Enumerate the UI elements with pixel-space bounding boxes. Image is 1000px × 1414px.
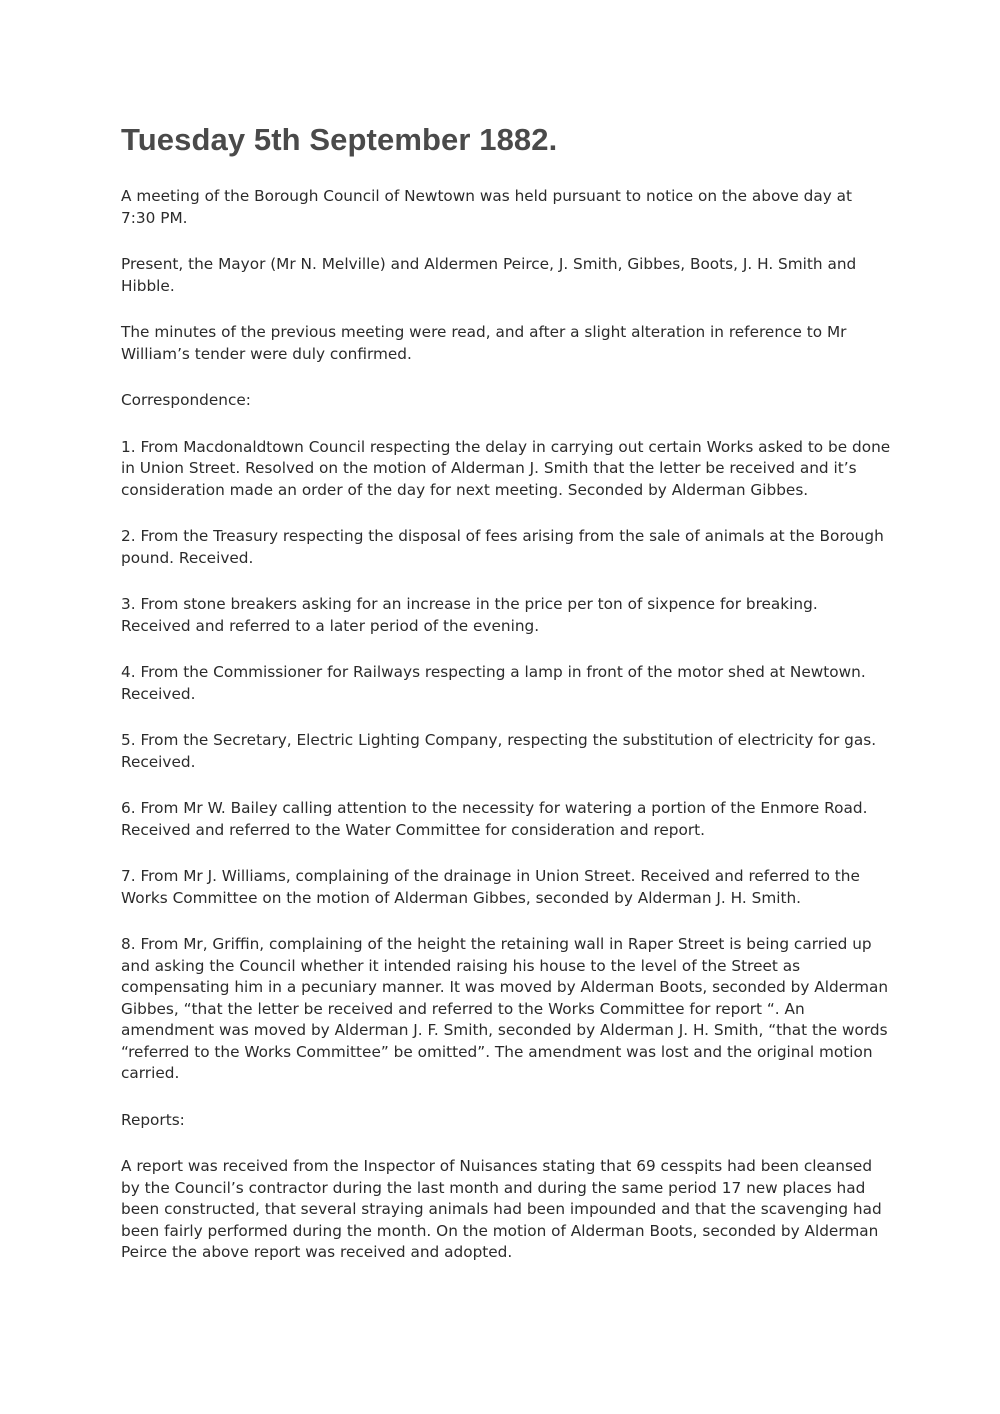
correspondence-item-1: 1. From Macdonaldtown Council respecting the delay in carrying out certain Works asked to be done in Union Street. Resolved on the motion of Alderman J. Smith that the letter be received and it’s consideration made an order of the day for next meeting. Seconded by Alderman Gibbes. [121,437,891,499]
correspondence-item-3: 3. From stone breakers asking for an increase in the price per ton of sixpence for breaking. Received and referred to a later period of the evening. [121,595,818,635]
page-title: Tuesday 5th September 1882. [121,122,558,157]
section-heading-reports: Reports: [121,1110,185,1129]
document-page [121,120,891,1289]
paragraph-present: Present, the Mayor (Mr N. Melville) and Aldermen Peirce, J. Smith, Gibbes, Boots, J. H. Smith and Hibble. [121,255,857,295]
correspondence-item-8: 8. From Mr, Griffin, complaining of the height the retaining wall in Raper Street is being carried up and asking the Council whether it intended raising his house to the level of the Street as compensating him in a pecuniary manner. It was moved by Alderman Boots, seconded by Alderman Gibbes, “that the letter be received and referred to the Works Committee for report “. An amendment was moved by Alderman J. F. Smith, seconded by Alderman J. H. Smith, “that the words “referred to the Works Committee” be omitted”. The amendment was lost and the original motion carried. [121,935,889,1082]
correspondence-item-5: 5. From the Secretary, Electric Lighting Company, respecting the substitution of electricity for gas. Received. [121,731,877,771]
correspondence-item-6: 6. From Mr W. Bailey calling attention to the necessity for watering a portion of the Enmore Road. Received and referred to the Water Committee for consideration and report. [121,799,868,839]
correspondence-item-4: 4. From the Commissioner for Railways respecting a lamp in front of the motor shed at Newtown. Received. [121,663,866,703]
paragraph-meeting-notice: A meeting of the Borough Council of Newtown was held pursuant to notice on the above day at 7:30 PM. [121,187,853,227]
report-inspector-of-nuisances: A report was received from the Inspector of Nuisances stating that 69 cesspits had been cleansed by the Council’s contractor during the last month and during the same period 17 new places had been constructed, that several straying animals had been impounded and that the scavenging had been fairly performed during the month. On the motion of Alderman Boots, seconded by Alderman Peirce the above report was received and adopted. [121,1157,882,1261]
section-heading-correspondence: Correspondence: [121,391,251,409]
correspondence-item-7: 7. From Mr J. Williams, complaining of the drainage in Union Street. Received and referred to the Works Committee on the motion of Alderman Gibbes, seconded by Alderman J. H. Smith. [121,867,860,907]
correspondence-item-2: 2. From the Treasury respecting the disposal of fees arising from the sale of animals at the Borough pound. Received. [121,527,884,567]
paragraph-minutes: The minutes of the previous meeting were read, and after a slight alteration in reference to Mr William’s tender were duly confirmed. [121,323,847,363]
